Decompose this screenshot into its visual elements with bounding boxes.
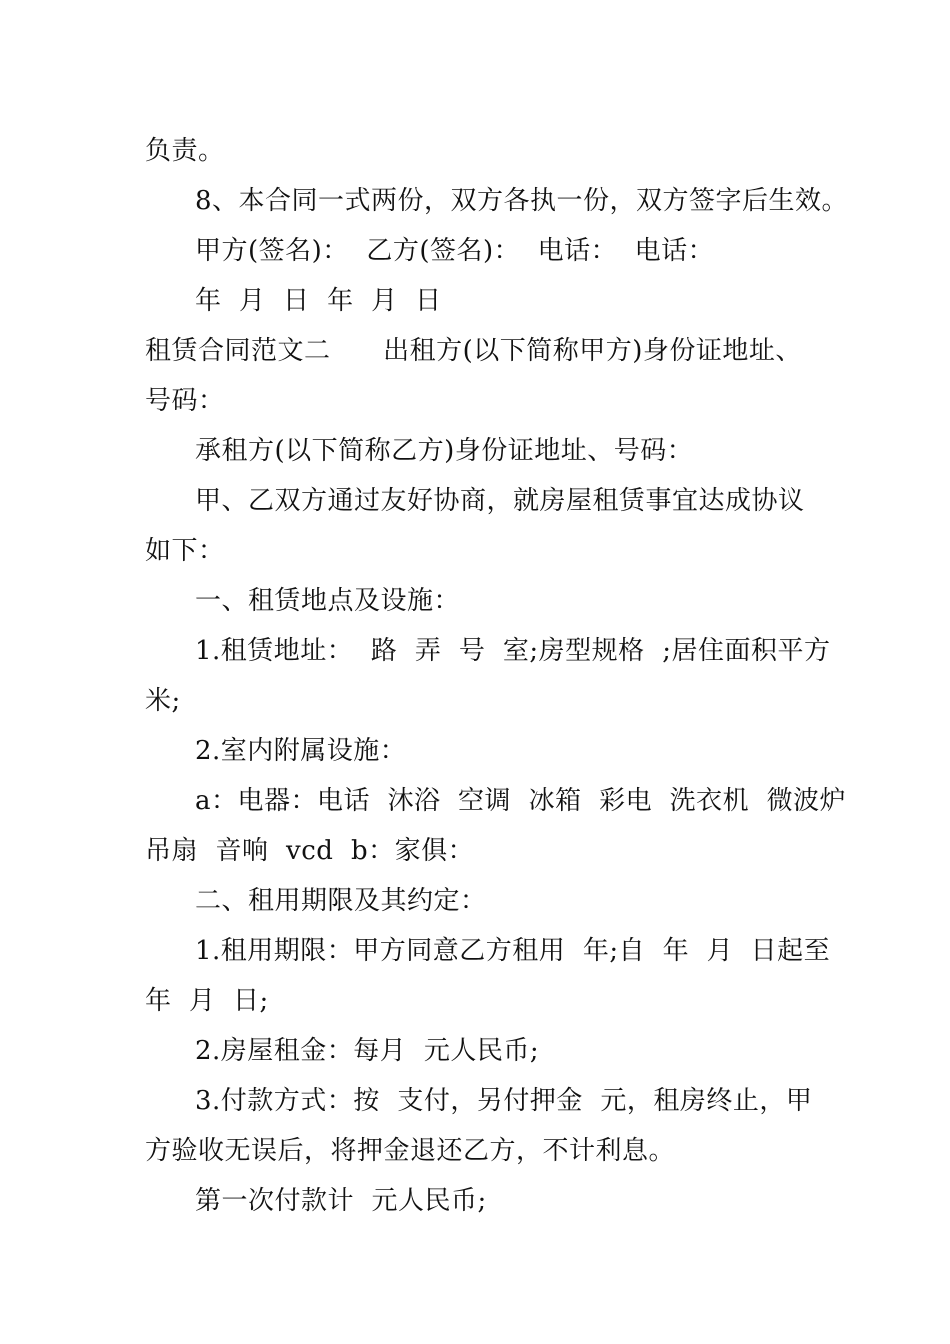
section-heading-line: 租赁合同范文二 出租方(以下简称甲方)身份证地址、 (145, 336, 802, 366)
text-line: 二、租用期限及其约定： (195, 886, 487, 916)
text-line: a：电器：电话 沐浴 空调 冰箱 彩电 洗衣机 微波炉 (195, 786, 847, 816)
text-line: 米; (145, 686, 181, 716)
text-line: 甲、乙双方通过友好协商，就房屋租赁事宜达成协议 (195, 486, 805, 516)
text-line: 甲方(签名)： 乙方(签名)： 电话： 电话： (195, 236, 715, 266)
text-line: 如下： (145, 536, 225, 566)
text-line: 1.租赁地址： 路 弄 号 室;房型规格 ;居住面积平方 (195, 636, 831, 666)
text-line: 号码： (145, 386, 225, 416)
text-line: 负责。 (145, 136, 225, 166)
text-line: 年 月 日 年 月 日 (195, 286, 442, 316)
text-line: 吊扇 音响 vcd b：家俱： (145, 836, 475, 866)
text-line: 2.室内附属设施： (195, 736, 407, 766)
text-line: 第一次付款计 元人民币; (195, 1186, 487, 1216)
text-line: 8、本合同一式两份，双方各执一份，双方签字后生效。 (195, 186, 849, 216)
text-line: 方验收无误后，将押金退还乙方，不计利息。 (145, 1136, 676, 1166)
text-line: 年 月 日; (145, 986, 269, 1016)
text-line: 承租方(以下简称乙方)身份证地址、号码： (195, 436, 694, 466)
text-line: 3.付款方式：按 支付，另付押金 元，租房终止，甲 (195, 1086, 813, 1116)
text-line: 2.房屋租金：每月 元人民币; (195, 1036, 540, 1066)
text-line: 一、租赁地点及设施： (195, 586, 461, 616)
text-line: 1.租用期限：甲方同意乙方租用 年;自 年 月 日起至 (195, 936, 831, 966)
